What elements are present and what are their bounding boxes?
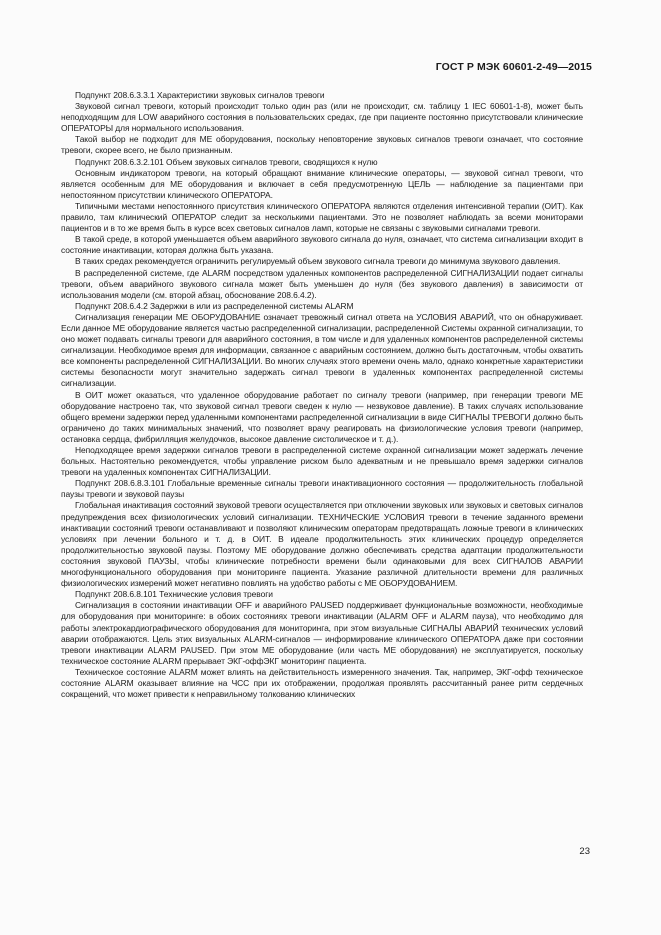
subclause-heading: Подпункт 208.6.3.3.1 Характеристики звуковых сигналов тревоги: [75, 90, 325, 100]
subclause-heading: Подпункт 208.6.4.2 Задержки в или из распределенной системы ALARM: [75, 300, 354, 311]
body-paragraph: Основным индикатором тревоги, на который обращают внимание клинические операторы, — звуковой сигнал тревоги, что является особенным для МЕ оборудования и включает в себя предусмотренную ЦЕЛЬ — наблюдение за пациентами при непостоянном присутствии клинического ОПЕРАТОРА.: [61, 167, 583, 200]
subclause-heading: Подпункт 208.6.3.2.101 Объем звуковых сигналов тревоги, сводящихся к нулю: [75, 156, 378, 167]
subclause-heading: Подпункт 208.6.8.101 Технические условия тревоги: [75, 589, 273, 600]
subclause-heading: Подпункт 208.6.8.3.101 Глобальные временные сигналы тревоги инактивационного состояния — продолжительность глобальной паузы тревоги и звуковой паузы: [61, 478, 583, 500]
body-paragraph: Сигнализация генерации МЕ ОБОРУДОВАНИЕ означает тревожный сигнал ответа на УСЛОВИЯ АВАРИЙ, что он обнаруживает. Если данное МЕ оборудование является частью распределенной сигнализации, распределенной Системы охранной сигнализации, то оно может подавать сигналы тревоги для аварийного состояния, в том числе и для удаленных компонентов распределенной системы сигнализации. Необходимое время для информации, связанное с аварийным состоянием, должно быть достаточным, чтобы охватить все компоненты распределенной СИГНАЛИЗАЦИИ. Во многих случаях этого времени очень мало, однако конкретные характеристики системы безопасности могут значительно задержать сигнал тревоги в удаленных компонентах распределенной системы сигнализации.: [61, 311, 583, 389]
body-paragraph: Сигнализация в состоянии инактивации OFF и аварийного PAUSED поддерживает функциональные возможности, необходимые для оборудования при мониторинге: в обоих состояниях тревоги инактивации (ALARM OFF и ALARM пауза), что необходимо для работы электрокардиографического оборудования для мониторинга, при этом визуальные СИГНАЛЫ АВАРИЙ технических условий аварии отображаются. Цель этих визуальных ALARM-сигналов — информирование клинического ОПЕРАТОРА даже при состоянии тревоги инактивации ALARM PAUSED. При этом МЕ оборудование (или часть МЕ оборудования) не эксплуатируется, поскольку техническое состояние ALARM прерывает ЭКГ-оффЭКГ мониторинг пациента.: [61, 600, 583, 666]
body-paragraph: В таких средах рекомендуется ограничить регулируемый объем звукового сигнала тревоги до минимума звукового давления.: [75, 256, 561, 267]
body-paragraph: Техническое состояние ALARM может влиять на действительность измеренного значения. Так, например, ЭКГ-офф техническое состояние ALARM оказывает влияние на ЧСС при их отображении, продолжая проявлять рассчитанный ранее ритм сердечных сокращений, что может привести к неправильному толкованию клинических: [61, 666, 583, 700]
body-paragraph: В ОИТ может оказаться, что удаленное оборудование работает по сигналу тревоги (например, при генерации тревоги МЕ оборудование настроено так, что звуковой сигнал тревоги сведен к нулю — незвуковое давление). В таких случаях использование общего времени задержки перед удаленными компонентами распределенной сигнализации в виде СИГНАЛЫ ТРЕВОГИ должно быть ограничено до таких минимальных значений, что позволяет врачу реагировать на физиологические условия тревоги (например, остановка сердца, фибрилляция желудочков, высокое давление систолическое и т. д.).: [61, 389, 583, 444]
body-paragraph: Звуковой сигнал тревоги, который происходит только один раз (или не происходит, см. таблицу 1 IEC 60601-1-8), может быть неподходящим для LOW аварийного состояния в пользовательских средах, где при пациенте постоянно присутствовали клинические ОПЕРАТОРЫ для нормального использования.: [61, 101, 583, 134]
body-paragraph: В такой среде, в которой уменьшается объем аварийного звукового сигнала до нуля, означает, что система сигнализации входит в состояние инактивации, которая должна быть указана.: [61, 234, 583, 256]
page-number: 23: [579, 846, 590, 857]
document-header: ГОСТ Р МЭК 60601-2-49—2015: [435, 61, 592, 73]
body-paragraph: Глобальная инактивация состояний звуковой тревоги осуществляется при отключении звуковых или звуковых и световых сигналов предупреждения всех физиологических условий сигнализации. ТЕХНИЧЕСКИЕ УСЛОВИЯ тревоги в течение заданного времени инактивации состояний тревоги останавливают и позволяют клиническим операторам предотвращать ложные тревоги в клинических условиях при лечении больного и т. д. в ОИТ. В идеале продолжительность этих клинических процедур определяется продолжительностью звуковой паузы. Поэтому МЕ оборудование должно обеспечивать средства адаптации продолжительности состояния звуковой ПАУЗЫ, чтобы клинические потребности времени были одинаковыми для всех СИГНАЛОВ АВАРИИ многофункционального оборудования при мониторинге пациента. Указание различной длительности времени для различных физиологических измерений может негативно повлиять на удобство работы с МЕ ОБОРУДОВАНИЕМ.: [61, 500, 583, 589]
body-paragraph: Типичными местами непостоянного присутствия клинического ОПЕРАТОРА являются отделения интенсивной терапии (ОИТ). Как правило, там клинический ОПЕРАТОР следит за несколькими пациентами. Это не позволяет наблюдать за всеми мониторами пациентов и в то же время быть в курсе всех световых сигналов ламп, которые не связаны с звуковыми сигналами тревоги.: [61, 200, 583, 234]
document-body: [61, 90, 583, 700]
body-paragraph: Неподходящее время задержки сигналов тревоги в распределенной системе охранной сигнализации может задержать лечение больных. Настоятельно рекомендуется, чтобы управление риском было адекватным и не превышало время задержки сигналов тревоги на удаленных компонентах СИГНАЛИЗАЦИИ.: [61, 445, 583, 478]
body-paragraph: Такой выбор не подходит для МЕ оборудования, поскольку неповторение звуковых сигналов тревоги означает, что состояние тревоги, скорее всего, не было признанным.: [61, 134, 583, 156]
body-paragraph: В распределенной системе, где ALARM посредством удаленных компонентов распределенной СИГНАЛИЗАЦИИ подает сигналы тревоги, объем аварийного звукового сигнала может быть уменьшен до нуля (без звукового давления) в зависимости от использования модели (см. второй абзац, обоснование 208.6.4.2).: [61, 267, 583, 300]
